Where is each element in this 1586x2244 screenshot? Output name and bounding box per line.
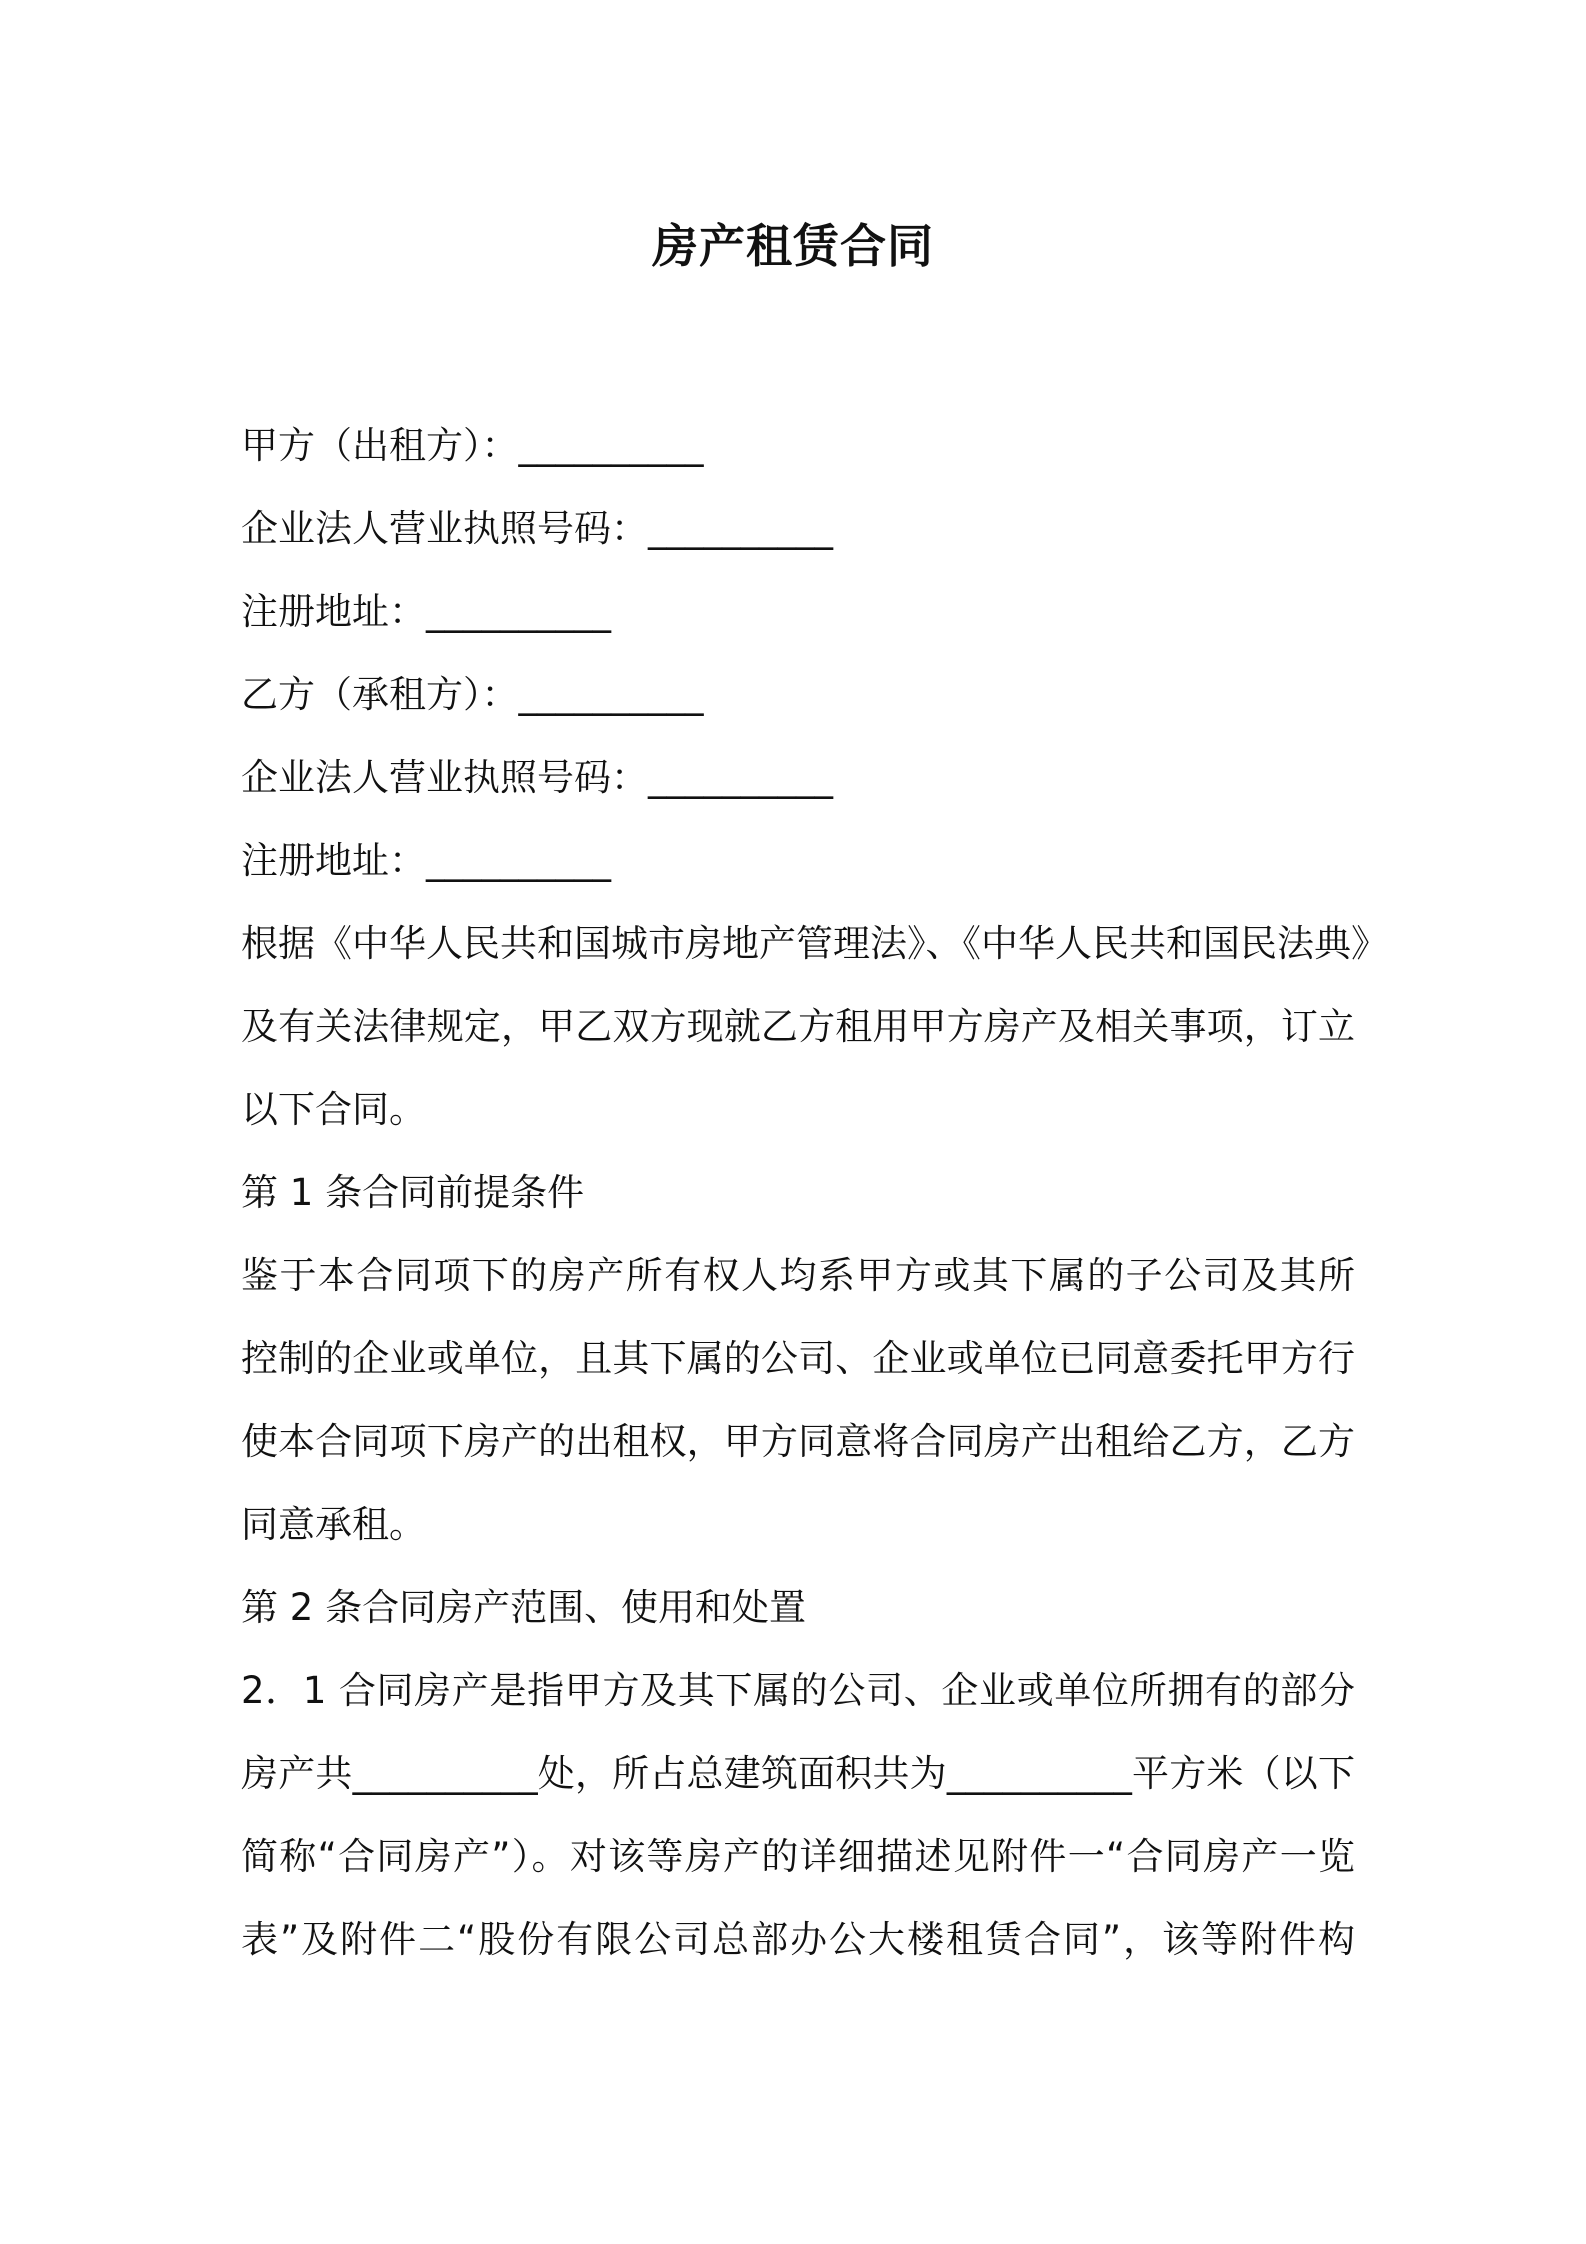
party-b-address-line: 注册地址：__________: [241, 839, 611, 882]
preamble-line: 及有关法律规定，甲乙双方现就乙方租用甲方房产及相关事项，订立: [241, 1005, 1355, 1048]
document-body: [241, 404, 1388, 1981]
clause-2-1-line: 2．1 合同房产是指甲方及其下属的公司、企业或单位所拥有的部分: [241, 1669, 1355, 1712]
party-a-address-line: 注册地址：__________: [241, 590, 611, 633]
article-1-paragraph-line: 同意承租。: [241, 1503, 426, 1546]
preamble-line: 以下合同。: [241, 1088, 426, 1131]
document-title: 房产租赁合同: [652, 219, 934, 273]
clause-2-1-line: 简称“合同房产”）。对该等房产的详细描述见附件一“合同房产一览: [241, 1835, 1355, 1878]
article-1-paragraph-line: 鉴于本合同项下的房产所有权人均系甲方或其下属的子公司及其所: [241, 1254, 1355, 1297]
article-1-heading: 第 1 条合同前提条件: [241, 1171, 585, 1214]
party-a-lessor-line: 甲方（出租方）：__________: [241, 424, 704, 467]
clause-2-1-line: 房产共__________处，所占总建筑面积共为__________平方米（以下: [241, 1752, 1355, 1795]
article-1-paragraph-line: 控制的企业或单位，且其下属的公司、企业或单位已同意委托甲方行: [241, 1337, 1355, 1380]
clause-2-1-line: 表”及附件二“股份有限公司总部办公大楼租赁合同”，该等附件构: [241, 1918, 1355, 1961]
party-b-lessee-line: 乙方（承租方）：__________: [241, 673, 704, 716]
article-1-paragraph-line: 使本合同项下房产的出租权，甲方同意将合同房产出租给乙方，乙方: [241, 1420, 1355, 1463]
article-2-heading: 第 2 条合同房产范围、使用和处置: [241, 1586, 807, 1629]
party-b-license-number-line: 企业法人营业执照号码：__________: [241, 756, 833, 799]
party-a-license-number-line: 企业法人营业执照号码：__________: [241, 507, 833, 550]
preamble-line: 根据《中华人民共和国城市房地产管理法》、《中华人民共和国民法典》: [241, 922, 1388, 965]
